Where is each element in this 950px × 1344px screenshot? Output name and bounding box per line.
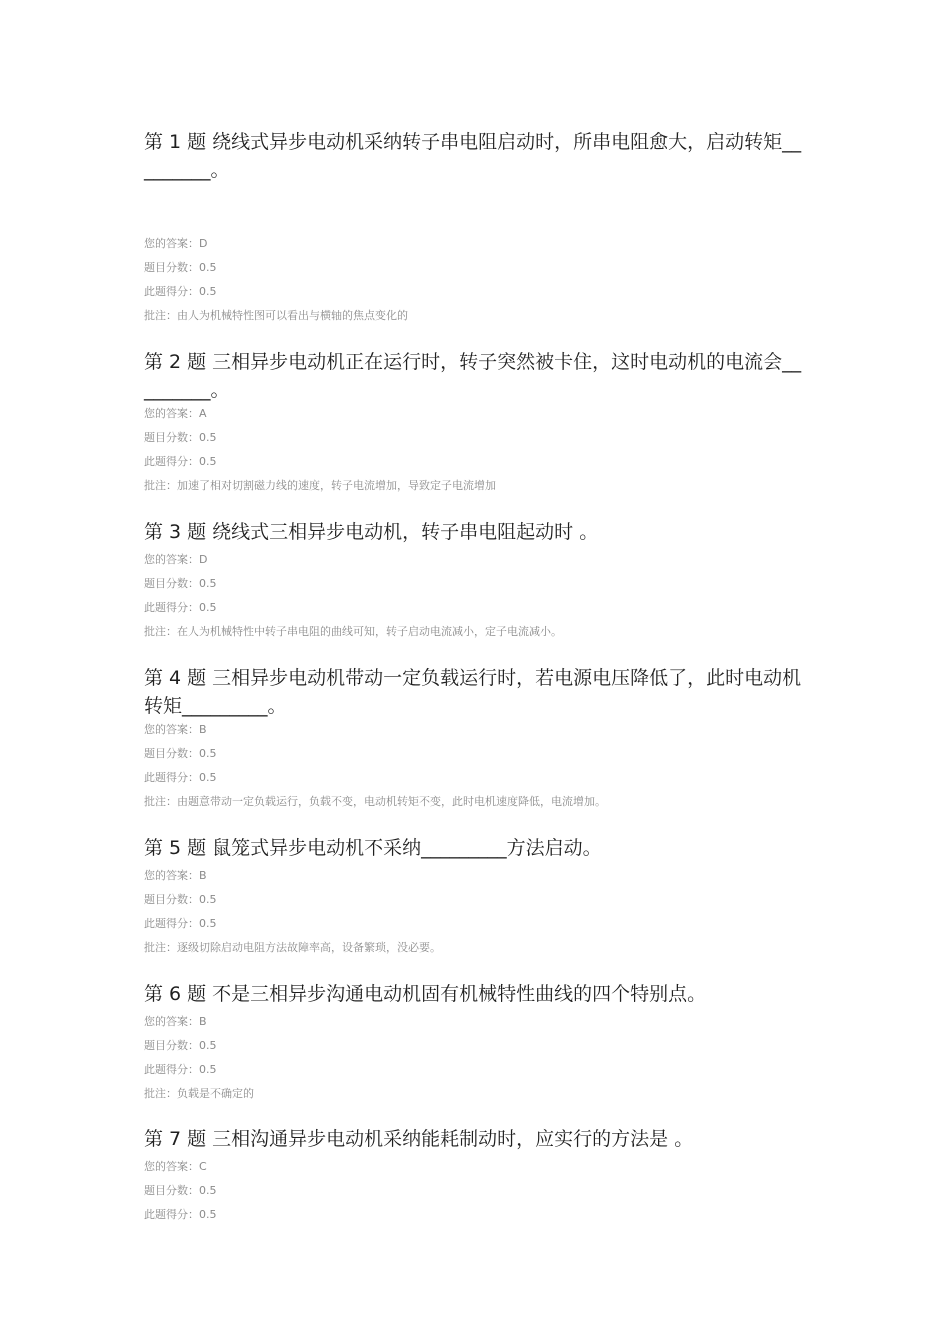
got-line: 此题得分：0.5 bbox=[144, 1063, 217, 1076]
got-value: 0.5 bbox=[199, 601, 217, 614]
score-value: 0.5 bbox=[199, 1039, 217, 1052]
got-line: 此题得分：0.5 bbox=[144, 455, 217, 468]
question-6-meta bbox=[144, 1010, 814, 1106]
question-4 bbox=[144, 664, 814, 720]
question-7-meta bbox=[144, 1155, 814, 1227]
note-value: 负载是不确定的 bbox=[177, 1087, 254, 1100]
note-line: 批注：在人为机械特性中转子串电阻的曲线可知，转子启动电流减小，定子电流减小。 bbox=[144, 625, 562, 638]
question-text: 不是三相异步沟通电动机固有机械特性曲线的四个特别点。 bbox=[212, 983, 707, 1005]
question-number: 第 6 题 bbox=[144, 983, 207, 1005]
question-3-meta bbox=[144, 548, 814, 644]
score-line: 题目分数：0.5 bbox=[144, 1039, 217, 1052]
note-line: 批注：加速了相对切割磁力线的速度，转子电流增加，导致定子电流增加 bbox=[144, 479, 496, 492]
question-1 bbox=[144, 128, 814, 184]
note-value: 由题意带动一定负载运行，负载不变，电动机转矩不变，此时电机速度降低，电流增加。 bbox=[177, 795, 606, 808]
answer-value: B bbox=[199, 869, 207, 882]
question-7 bbox=[144, 1125, 814, 1153]
got-value: 0.5 bbox=[199, 771, 217, 784]
note-line: 批注：由人为机械特性图可以看出与横轴的焦点变化的 bbox=[144, 309, 408, 322]
answer-line: 您的答案：A bbox=[144, 407, 207, 420]
answer-value: B bbox=[199, 723, 207, 736]
got-line: 此题得分：0.5 bbox=[144, 601, 217, 614]
score-line: 题目分数：0.5 bbox=[144, 1184, 217, 1197]
answer-line: 您的答案：C bbox=[144, 1160, 207, 1173]
answer-value: D bbox=[199, 237, 208, 250]
question-title bbox=[144, 348, 814, 404]
question-text: 三相沟通异步电动机采纳能耗制动时，应实行的方法是 。 bbox=[212, 1128, 694, 1150]
answer-value: C bbox=[199, 1160, 207, 1173]
answer-value: D bbox=[199, 553, 208, 566]
answer-line: 您的答案：B bbox=[144, 1015, 207, 1028]
question-title bbox=[144, 1125, 814, 1153]
question-number: 第 7 题 bbox=[144, 1128, 207, 1150]
question-text: 三相异步电动机正在运行时，转子突然被卡住，这时电动机的电流会__ _______。 bbox=[144, 351, 802, 401]
question-title bbox=[144, 834, 814, 862]
got-line: 此题得分：0.5 bbox=[144, 285, 217, 298]
question-text: 绕线式异步电动机采纳转子串电阻启动时，所串电阻愈大，启动转矩__ _______。 bbox=[144, 131, 802, 181]
score-value: 0.5 bbox=[199, 747, 217, 760]
got-line: 此题得分：0.5 bbox=[144, 1208, 217, 1221]
got-line: 此题得分：0.5 bbox=[144, 917, 217, 930]
note-line: 批注：负载是不确定的 bbox=[144, 1087, 254, 1100]
note-value: 逐级切除启动电阻方法故障率高，设备繁琐，没必要。 bbox=[177, 941, 441, 954]
question-1-meta bbox=[144, 232, 814, 328]
question-number: 第 4 题 bbox=[144, 667, 207, 689]
note-value: 加速了相对切割磁力线的速度，转子电流增加，导致定子电流增加 bbox=[177, 479, 496, 492]
answer-line: 您的答案：D bbox=[144, 237, 208, 250]
score-line: 题目分数：0.5 bbox=[144, 261, 217, 274]
got-line: 此题得分：0.5 bbox=[144, 771, 217, 784]
note-value: 由人为机械特性图可以看出与横轴的焦点变化的 bbox=[177, 309, 408, 322]
note-line: 批注：逐级切除启动电阻方法故障率高，设备繁琐，没必要。 bbox=[144, 941, 441, 954]
question-title bbox=[144, 128, 814, 184]
question-number: 第 5 题 bbox=[144, 837, 207, 859]
got-value: 0.5 bbox=[199, 1208, 217, 1221]
question-5 bbox=[144, 834, 814, 862]
score-value: 0.5 bbox=[199, 577, 217, 590]
question-5-meta bbox=[144, 864, 814, 960]
got-value: 0.5 bbox=[199, 455, 217, 468]
score-value: 0.5 bbox=[199, 1184, 217, 1197]
question-6 bbox=[144, 980, 814, 1008]
question-title bbox=[144, 980, 814, 1008]
question-4-meta bbox=[144, 718, 814, 814]
score-line: 题目分数：0.5 bbox=[144, 747, 217, 760]
score-line: 题目分数：0.5 bbox=[144, 431, 217, 444]
question-text: 三相异步电动机带动一定负载运行时，若电源电压降低了，此时电动机 转矩_________。 bbox=[144, 667, 802, 717]
score-line: 题目分数：0.5 bbox=[144, 577, 217, 590]
answer-value: B bbox=[199, 1015, 207, 1028]
question-number: 第 2 题 bbox=[144, 351, 207, 373]
answer-line: 您的答案：B bbox=[144, 869, 207, 882]
answer-line: 您的答案：B bbox=[144, 723, 207, 736]
score-value: 0.5 bbox=[199, 431, 217, 444]
question-number: 第 3 题 bbox=[144, 521, 207, 543]
note-line: 批注：由题意带动一定负载运行，负载不变，电动机转矩不变，此时电机速度降低，电流增加。 bbox=[144, 795, 606, 808]
question-2-meta bbox=[144, 402, 814, 498]
answer-line: 您的答案：D bbox=[144, 553, 208, 566]
got-value: 0.5 bbox=[199, 1063, 217, 1076]
question-text: 鼠笼式异步电动机不采纳_________方法启动。 bbox=[212, 837, 602, 859]
question-3 bbox=[144, 518, 814, 546]
got-value: 0.5 bbox=[199, 917, 217, 930]
question-text: 绕线式三相异步电动机，转子串电阻起动时 。 bbox=[212, 521, 599, 543]
question-2 bbox=[144, 348, 814, 404]
score-line: 题目分数：0.5 bbox=[144, 893, 217, 906]
question-title bbox=[144, 664, 814, 720]
score-value: 0.5 bbox=[199, 261, 217, 274]
question-title bbox=[144, 518, 814, 546]
score-value: 0.5 bbox=[199, 893, 217, 906]
answer-value: A bbox=[199, 407, 207, 420]
got-value: 0.5 bbox=[199, 285, 217, 298]
question-number: 第 1 题 bbox=[144, 131, 207, 153]
note-value: 在人为机械特性中转子串电阻的曲线可知，转子启动电流减小，定子电流减小。 bbox=[177, 625, 562, 638]
